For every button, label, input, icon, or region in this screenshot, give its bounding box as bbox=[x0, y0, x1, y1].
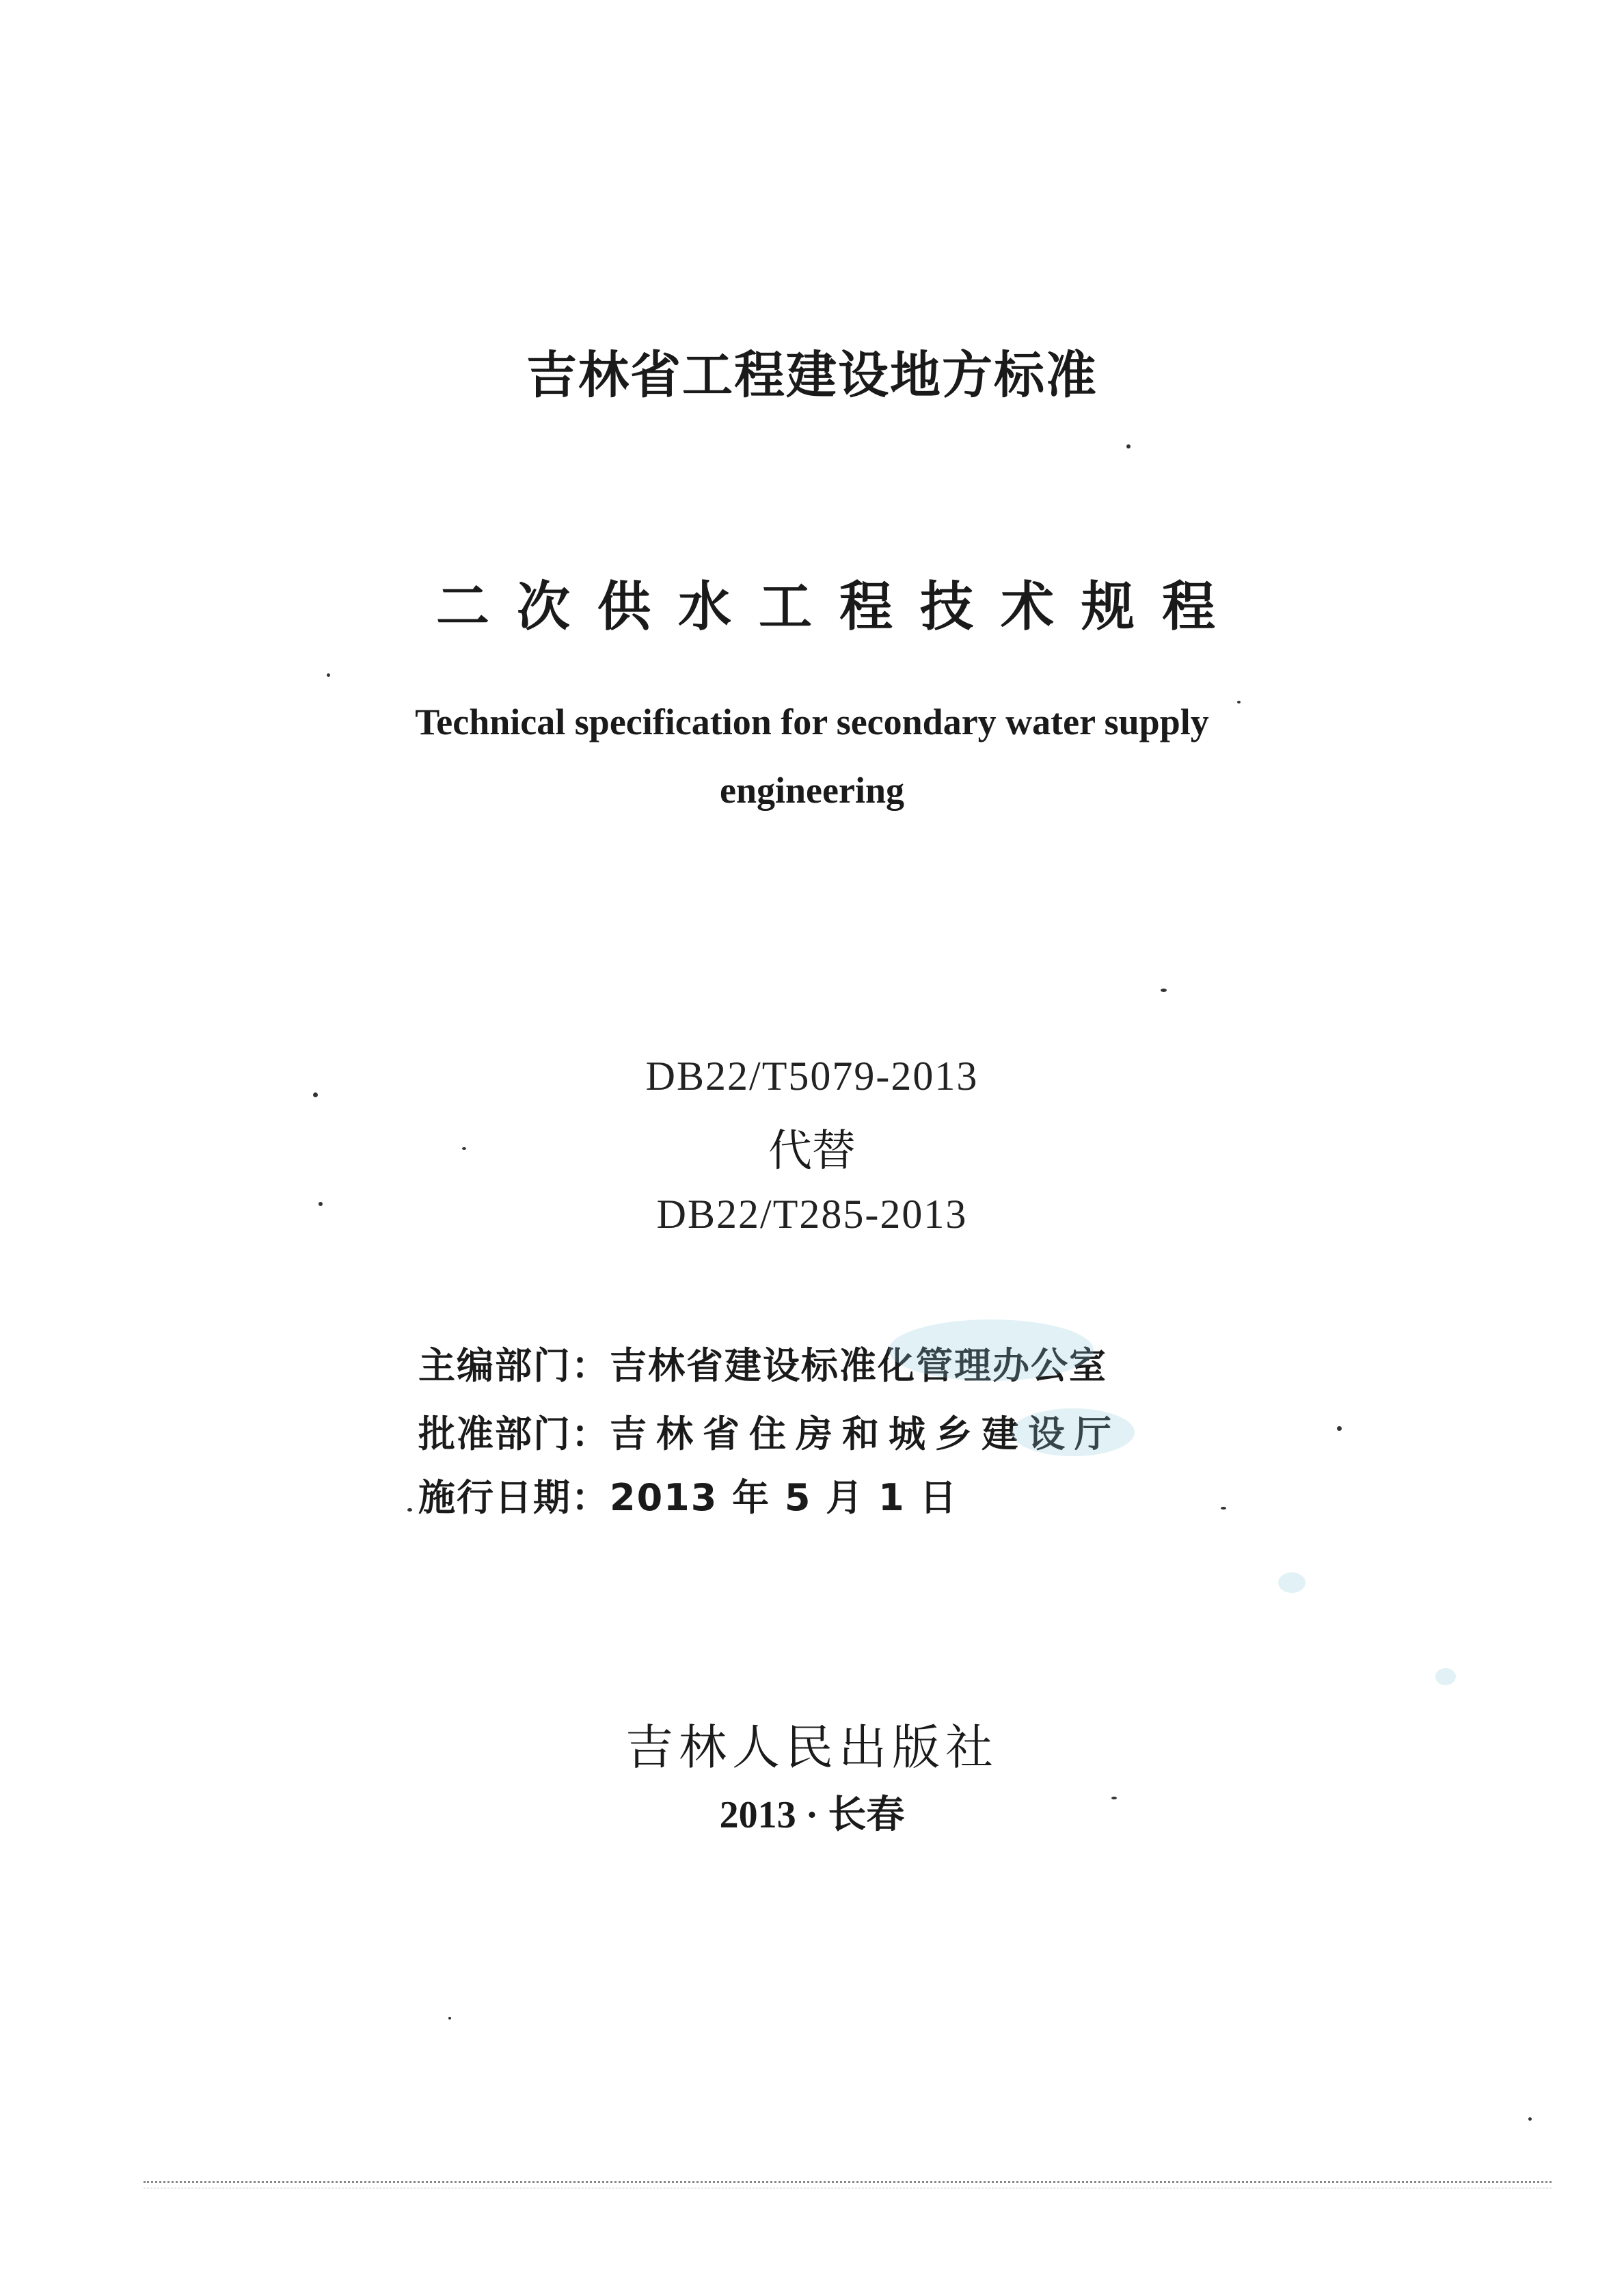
scan-speck bbox=[1528, 2117, 1532, 2121]
ink-bleed bbox=[1012, 1408, 1135, 1456]
replaces-label: 代替 bbox=[768, 1126, 856, 1177]
ink-bleed bbox=[1278, 1572, 1305, 1593]
document-title-english-line2: engineering bbox=[720, 770, 904, 811]
document-title-english-line1: Technical specification for secondary water supply bbox=[415, 701, 1209, 742]
approval-department bbox=[418, 1405, 1307, 1458]
chief-editor-department bbox=[418, 1337, 1307, 1389]
scan-speck bbox=[1161, 989, 1167, 992]
meta-label: 主编部门： bbox=[418, 1344, 610, 1387]
scan-speck bbox=[1111, 1797, 1117, 1799]
scan-speck bbox=[313, 1092, 318, 1097]
meta-label: 批准部门： bbox=[418, 1412, 610, 1456]
scan-edge-line bbox=[144, 2181, 1552, 2183]
scan-speck bbox=[1237, 701, 1241, 703]
standard-code: DB22/T5079-2013 bbox=[645, 1054, 979, 1099]
effective-date bbox=[418, 1469, 1307, 1521]
standard-series-title: 吉林省工程建设地方标准 bbox=[526, 346, 1098, 405]
scan-speck bbox=[1337, 1426, 1342, 1431]
replaced-standard-code: DB22/T285-2013 bbox=[656, 1192, 968, 1237]
meta-value: 2013 年 5 月 1 日 bbox=[610, 1476, 958, 1519]
publish-year-place: 2013 · 长春 bbox=[719, 1794, 905, 1836]
scan-speck bbox=[319, 1202, 323, 1206]
scan-speck bbox=[462, 1147, 466, 1150]
meta-value: 吉林省住房和城乡建设厅 bbox=[610, 1412, 1121, 1456]
scan-speck bbox=[1126, 444, 1131, 448]
meta-value: 吉林省建设标准化管理办公室 bbox=[610, 1344, 1107, 1387]
meta-label: 施行日期： bbox=[418, 1476, 610, 1519]
scan-speck bbox=[327, 673, 330, 677]
scan-speck bbox=[407, 1508, 412, 1512]
document-title-chinese: 二次供水工程技术规程 bbox=[435, 576, 1243, 638]
publisher-name: 吉林人民出版社 bbox=[625, 1719, 999, 1775]
scan-speck bbox=[448, 2017, 451, 2020]
scan-speck bbox=[1221, 1507, 1226, 1510]
ink-bleed bbox=[1435, 1668, 1456, 1685]
ink-bleed bbox=[889, 1319, 1094, 1381]
